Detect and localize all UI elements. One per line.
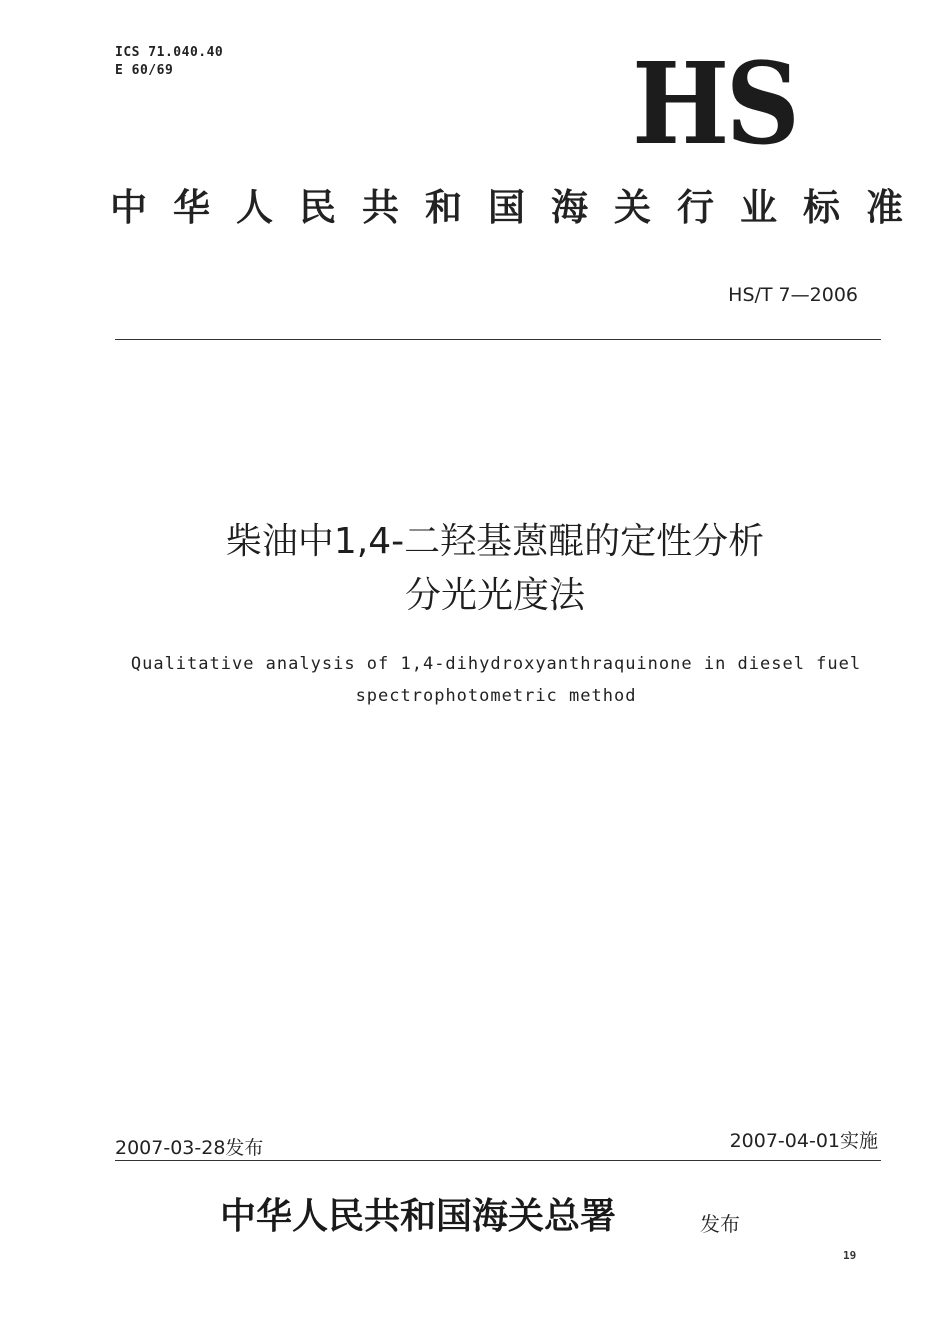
issuer-suffix: 发布 — [700, 1212, 740, 1236]
document-title-cn-line1: 柴油中1,4-二羟基蒽醌的定性分析 — [225, 521, 765, 562]
hs-logo: HS — [632, 39, 797, 170]
standard-title: 中华人民共和国海关行业标准 — [110, 186, 929, 229]
page-number: 19 — [843, 1249, 857, 1262]
ics-code: ICS 71.040.40 — [115, 45, 224, 60]
ccs-code: E 60/69 — [115, 63, 174, 78]
document-title-cn-line2: 分光光度法 — [404, 575, 585, 616]
document-title-en-line2: spectrophotometric method — [355, 686, 637, 706]
top-divider — [115, 339, 881, 340]
document-title-en-line1: Qualitative analysis of 1,4-dihydroxyanthraquinone in diesel fuel — [130, 654, 862, 674]
issue-date: 2007-03-28发布 — [115, 1137, 264, 1159]
standard-number: HS/T 7—2006 — [728, 284, 858, 306]
implementation-date: 2007-04-01实施 — [729, 1130, 878, 1152]
bottom-divider — [115, 1160, 881, 1161]
classification-codes — [115, 44, 223, 80]
issuer-name: 中华人民共和国海关总署 — [220, 1195, 617, 1237]
